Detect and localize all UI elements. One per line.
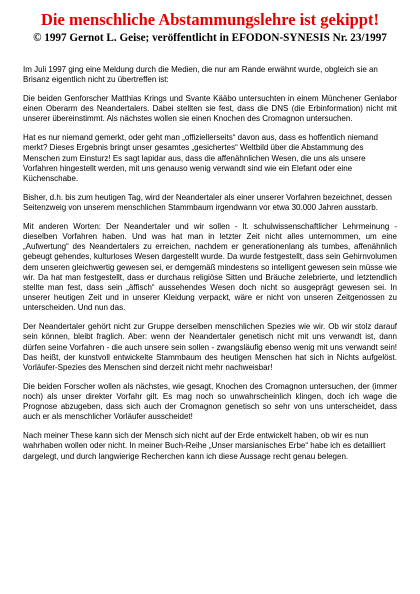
paragraph-lehrmeinung: Mit anderen Worten: Der Neandertaler und wir sollen - lt. schulwissenschaftlicher Lehrmeinung - dieselben Vorfahren haben. Und was hat man in letzter Zeit nicht alles unternommen, um eine „Aufwertung“ des Neandertalers zu erreichen, nachdem er generationenlang als tumbes, affenähnlich gebeugt gehendes, kulturloses Wesen dargestellt wurde. Da wurde festgestellt, dass sein Gehirnvolumen dem unseren gleichwertig gewesen sei, er demgemäß mindestens so intelligent gewesen sein müsse wie wir. Da hat man festgestellt, dass er durchaus religiöse Sitten und Bräuche zelebrierte, und letztendlich stellte man fest, dass sein „äffisch“ aussehendes Wesen doch nicht so ausgeprägt gewesen sei. In unserer heutigen Zeit und in unserer Kleidung verpackt, wäre er nicht von unseren Zeitgenossen zu unterscheiden. Und nun das. [23, 221, 397, 313]
paragraph-intro: Im Juli 1997 ging eine Meldung durch die Medien, die nur am Rande erwähnt wurde, obgleich sie an Brisanz eigentlich nicht zu übertreffen ist: [23, 65, 378, 85]
paragraph-these: Nach meiner These kann sich der Mensch sich nicht auf der Erde entwickelt haben, ob wir es nun wahrhaben wollen oder nicht. In meiner Buch-Reihe „Unser marsianisches Erbe“ habe ich es detailliert dargelegt, und durch langwierige Recherchen kann ich diese Aussage recht genau belegen. [23, 431, 386, 461]
copyright-line: © 1997 Gernot L. Geise; veröffentlicht in EFODON-SYNESIS Nr. 23/1997 [33, 32, 387, 44]
paragraph-weltbild: Hat es nur niemand gemerkt, oder geht man „offiziellerseits“ davon aus, dass es hoffentlich niemand merkt? Dieses Ergebnis bringt unser gesamtes „gesichertes“ Weltbild über die Abstammung des Menschen zum Einsturz! Es sagt lapidar aus, dass die affenähnlichen Wesen, die uns als unsere Vorfahren hingestellt werden, mit uns genauso wenig verwandt sind wie ein Elefant oder eine Küchenschabe. [23, 133, 379, 184]
paragraph-cromagnon: Die beiden Forscher wollen als nächstes, wie gesagt, Knochen des Cromagnon untersuchen, der (immer noch) als unser direkter Vorfahr gilt. Es mag noch so unwahrscheinlich klingen, doch ich wage die Prognose abzugeben, dass sich auch der Cromagnon genetisch so sehr von uns unterscheidet, dass auch er als menschlicher Vorläufer ausscheidet! [23, 381, 397, 422]
article-body [23, 65, 397, 470]
paragraph-spezies: Der Neandertaler gehört nicht zur Gruppe derselben menschlichen Spezies wie wir. Ob wir stolz darauf sein können, bleibt fraglich. Aber: wenn der Neandertaler genetisch nicht mit uns verwandt ist, dann dürfen seine Vorfahren - die auch unsere sein sollen - zwangsläufig ebenso wenig mit uns verwandt sein! Das heißt, der kunstvoll entwickelte Stammbaum des heutigen Menschen hat sich in Nichts aufgelöst. Vorläufer-Spezies des Menschen sind derzeit nicht mehr nachweisbar! [23, 322, 397, 373]
page-title: Die menschliche Abstammungslehre ist gekippt! [41, 10, 379, 29]
paragraph-bisher: Bisher, d.h. bis zum heutigen Tag, wird der Neandertaler als einer unserer Vorfahren bezeichnet, dessen Seitenzweig von unserem menschlichen Stammbaum irgendwann vor etwa 30.000 Jahren ausstarb. [23, 192, 392, 213]
paragraph-genforscher: Die beiden Genforscher Matthias Krings und Svante Kääbo untersuchten in einem Münchener Genlabor einen Oberarm des Neandertalers. Dabei stellten sie fest, dass die DNS (die Erbinformation) nicht mit unserer übereinstimmt. Als nächstes wollen sie einen Knochen des Cromagnon untersuchen. [23, 94, 397, 124]
